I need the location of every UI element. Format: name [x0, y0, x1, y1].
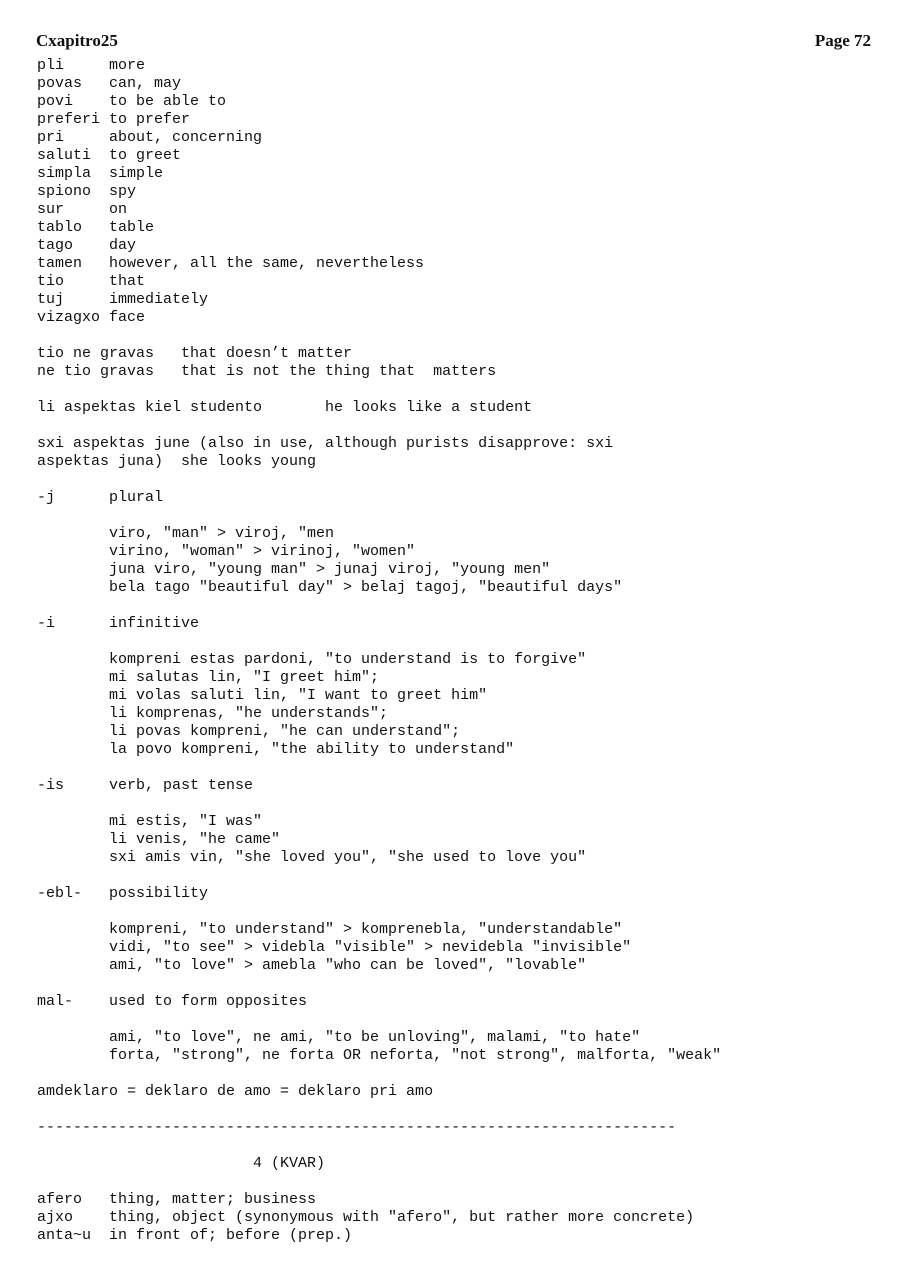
text-line: -j plural [37, 489, 164, 506]
text-line: povas can, may [37, 75, 182, 92]
text-line [37, 1173, 887, 1191]
text-line: sur on [37, 201, 128, 218]
text-line: ajxo thing, object (synonymous with "afero", but rather more concrete) [37, 1209, 695, 1226]
text-line: preferi to prefer [37, 111, 191, 128]
text-line [37, 975, 887, 993]
text-line: simpla simple [37, 165, 164, 182]
text-line: la povo kompreni, "the ability to understand" [37, 741, 515, 758]
chapter-title: Cxapitro25 [36, 31, 118, 50]
text-line [37, 867, 887, 885]
text-line [37, 795, 887, 813]
text-line [37, 417, 887, 435]
text-line: ne tio gravas that is not the thing that matters [37, 363, 497, 380]
text-line [37, 1137, 887, 1155]
text-line: anta~u in front of; before (prep.) [37, 1227, 353, 1244]
text-line: -is verb, past tense [37, 777, 254, 794]
text-line: -i infinitive [37, 615, 200, 632]
text-line: viro, "man" > viroj, "men [37, 525, 335, 542]
text-line: juna viro, "young man" > junaj viroj, "young men" [37, 561, 551, 578]
text-line: virino, "woman" > virinoj, "women" [37, 543, 416, 560]
text-line: forta, "strong", ne forta OR neforta, "not strong", malforta, "weak" [37, 1047, 722, 1064]
text-line: sxi aspektas june (also in use, although purists disapprove: sxi [37, 435, 614, 452]
text-line: ----------------------------------------------------------------------- [37, 1119, 677, 1136]
text-line: vizagxo face [37, 309, 146, 326]
text-line: pri about, concerning [37, 129, 263, 146]
text-line: tablo table [37, 219, 155, 236]
text-line [37, 1065, 887, 1083]
text-line: amdeklaro = deklaro de amo = deklaro pri amo [37, 1083, 434, 1100]
text-line: mi salutas lin, "I greet him"; [37, 669, 380, 686]
text-line: mal- used to form opposites [37, 993, 308, 1010]
text-line [37, 759, 887, 777]
text-line: mi estis, "I was" [37, 813, 263, 830]
text-line [37, 597, 887, 615]
text-line: pli more [37, 57, 146, 74]
text-line: li aspektas kiel studento he looks like a student [37, 399, 533, 416]
text-line: saluti to greet [37, 147, 182, 164]
page-header [36, 31, 871, 53]
text-line: afero thing, matter; business [37, 1191, 317, 1208]
text-line: tio ne gravas that doesn’t matter [37, 345, 353, 362]
text-line: ami, "to love" > amebla "who can be loved", "lovable" [37, 957, 587, 974]
text-line: sxi amis vin, "she loved you", "she used to love you" [37, 849, 587, 866]
text-line: tio that [37, 273, 146, 290]
text-line [37, 507, 887, 525]
text-line [37, 1101, 887, 1119]
text-line: ami, "to love", ne ami, "to be unloving", malami, "to hate" [37, 1029, 641, 1046]
text-line [37, 327, 887, 345]
text-line: mi volas saluti lin, "I want to greet him" [37, 687, 488, 704]
text-line [37, 1011, 887, 1029]
text-line [37, 381, 887, 399]
text-line: -ebl- possibility [37, 885, 209, 902]
text-line: vidi, "to see" > videbla "visible" > nevidebla "invisible" [37, 939, 632, 956]
text-line: aspektas juna) she looks young [37, 453, 317, 470]
text-line: kompreni estas pardoni, "to understand is to forgive" [37, 651, 587, 668]
text-line: spiono spy [37, 183, 137, 200]
text-line: tuj immediately [37, 291, 209, 308]
text-line [37, 903, 887, 921]
text-line: kompreni, "to understand" > komprenebla, "understandable" [37, 921, 623, 938]
document-body [37, 57, 887, 1245]
text-line: tago day [37, 237, 137, 254]
text-line [37, 471, 887, 489]
text-line: tamen however, all the same, nevertheless [37, 255, 425, 272]
text-line: li komprenas, "he understands"; [37, 705, 389, 722]
text-line: li venis, "he came" [37, 831, 281, 848]
text-line: bela tago "beautiful day" > belaj tagoj, "beautiful days" [37, 579, 623, 596]
text-line: li povas kompreni, "he can understand"; [37, 723, 461, 740]
text-line [37, 633, 887, 651]
text-line: povi to be able to [37, 93, 227, 110]
page-number: Page 72 [814, 31, 871, 50]
text-line: 4 (KVAR) [37, 1155, 326, 1172]
